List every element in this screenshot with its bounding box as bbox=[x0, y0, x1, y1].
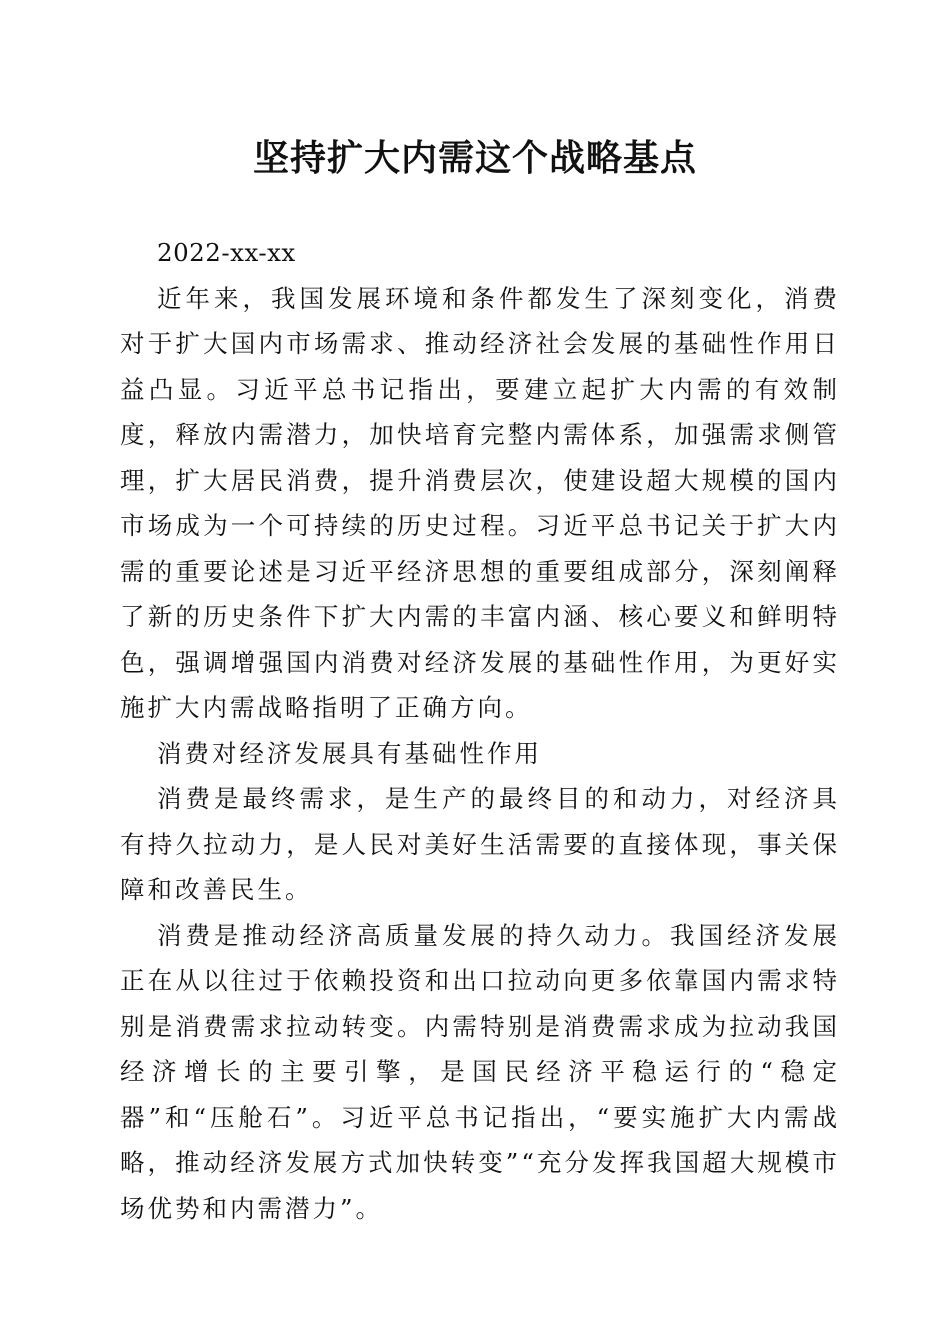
paragraph: 消费是推动经济高质量发展的持久动力。我国经济发展正在从以往过于依赖投资和出口拉动向更多依靠国内需求特别是消费需求拉动转变。内需特别是消费需求成为拉动我国经济增长的主要引擎，是国民经济平稳运行的“稳定器”和“压舱石”。习近平总书记指出，“要实施扩大内需战略，推动经济发展方式加快转变”“充分发挥我国超大规模市场优势和内需潜力”。 bbox=[120, 920, 840, 1223]
paragraph-intro: 近年来，我国发展环境和条件都发生了深刻变化，消费对于扩大国内市场需求、推动经济社会发展的基础性作用日益凸显。习近平总书记指出，要建立起扩大内需的有效制度，释放内需潜力，加快培育完整内需体系，加强需求侧管理，扩大居民消费，提升消费层次，使建设超大规模的国内市场成为一个可持续的历史过程。习近平总书记关于扩大内需的重要论述是习近平经济思想的重要组成部分，深刻阐释了新的历史条件下扩大内需的丰富内涵、核心要义和鲜明特色，强调增强国内消费对经济发展的基础性作用，为更好实施扩大内需战略指明了正确方向。 bbox=[120, 283, 840, 722]
paragraph: 消费是最终需求，是生产的最终目的和动力，对经济具有持久拉动力，是人民对美好生活需要的直接体现，事关保障和改善民生。 bbox=[120, 784, 840, 904]
document-date: 2022-xx-xx bbox=[157, 238, 296, 267]
section-heading: 消费对经济发展具有基础性作用 bbox=[157, 738, 542, 768]
document-title: 坚持扩大内需这个战略基点 bbox=[252, 137, 697, 179]
document-body bbox=[120, 230, 840, 1231]
